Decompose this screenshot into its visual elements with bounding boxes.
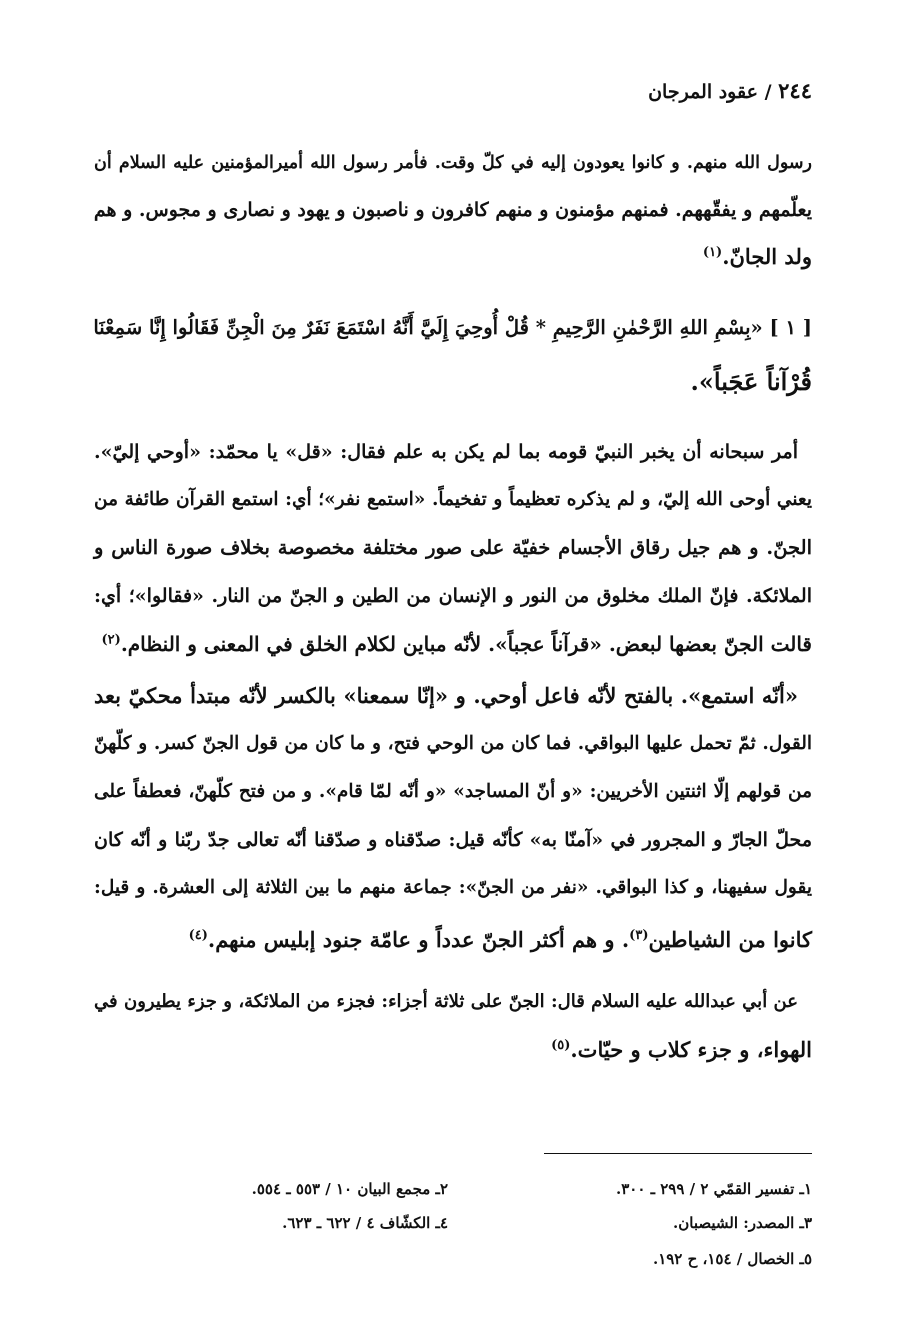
footnote: ٤ـ الكشّاف ٤ / ٦٢٢ ـ ٦٢٣. — [282, 1214, 448, 1232]
footnote-ref: (١) — [702, 245, 723, 260]
text-line: أمر سبحانه أن يخبر النبيّ قومه بما لم يكن به علم فقال: «قل» يا محمّد: «أوحي إليّ». — [94, 441, 798, 463]
footnote-ref: (٤) — [188, 928, 208, 943]
footnote-divider — [544, 1153, 812, 1154]
footnote-ref: (٣) — [629, 928, 649, 943]
text-line: كانوا من الشياطين$^{(٣)}$. و هم أكثر الجنّ عدداً و عامّة جنود إبليس منهم.$^{(٤)}$ — [188, 927, 812, 952]
text-line: القول. ثمّ تحمل عليها البواقي. فما كان من الوحي فتح، و ما كان من قول الجنّ كسر. و كلّهنّ — [94, 733, 812, 754]
text-line: من قولهم إلّا اثنتين الأخريين: «و أنّ المساجد» «و أنّه لمّا قام». و من فتح كلّهنّ، فعطفاً على — [94, 781, 812, 802]
running-header — [648, 78, 812, 103]
text-line: قالت الجنّ بعضها لبعض. «قرآناً عجباً». لأنّه مباين لكلام الخلق في المعنى و النظام.$^{(٢)}$ — [101, 632, 812, 656]
book-title: عقود المرجان — [648, 81, 758, 103]
text-line: الهواء، و جزء كلاب و حيّات.$^{(٥)}$ — [551, 1037, 812, 1062]
footnote: ٣ـ المصدر: الشيصبان. — [673, 1214, 812, 1232]
page-number: ٢٤٤ — [778, 78, 812, 103]
footnote: ٥ـ الخصال / ١٥٤، ح ١٩٢. — [652, 1250, 812, 1268]
text-line: محلّ الجارّ و المجرور في «آمنّا به» كأنّه قيل: صدّقناه و صدّقنا أنّه تعالى جدّ ربّنا و أنّه كان — [94, 829, 812, 851]
footnote: ١ـ تفسير القمّي ٢ / ٢٩٩ ـ ٣٠٠. — [616, 1180, 812, 1198]
text-line: رسول الله منهم. و كانوا يعودون إليه في كلّ وقت. فأمر رسول الله أميرالمؤمنين عليه السلام أن — [94, 153, 812, 173]
text-line: يقول سفيهنا، و كذا البواقي. «نفر من الجنّ»: جماعة منهم ما بين الثلاثة إلى العشرة. و قيل: — [94, 877, 812, 898]
verse-line: قُرْآناً عَجَباً». — [690, 367, 812, 396]
verse-line: [ ١ ] «بِسْمِ اللهِ الرَّحْمٰنِ الرَّحِيمِ * قُلْ أُوحِيَ إِلَيَّ أَنَّهُ اسْتَمَعَ نَفَرٌ مِنَ الْجِنِّ فَقَالُوا إِنَّا سَمِعْنَا — [93, 316, 812, 339]
header-separator: / — [764, 81, 772, 103]
text-line: يعني أوحى الله إليّ، و لم يذكره تعظيماً و تفخيماً. «استمع نفر»؛ أي: استمع القرآن طائفة من — [94, 489, 812, 510]
text-line: الجنّ. و هم جيل رقاق الأجسام خفيّة على صور مختلفة مخصوصة بخلاف صورة الناس و — [94, 536, 812, 559]
footnote-ref: (٥) — [551, 1038, 571, 1053]
text-line: «أنّه استمع». بالفتح لأنّه فاعل أوحي. و «إنّا سمعنا» بالكسر لأنّه مبتدأ محكيّ بعد — [94, 683, 798, 708]
text-line: الملائكة. فإنّ الملك مخلوق من النور و الإنسان من الطين و الجنّ من النار. «فقالوا»؛ أي: — [94, 585, 812, 607]
text-line: يعلّمهم و يفقّههم. فمنهم مؤمنون و منهم كافرون و ناصبون و يهود و نصارى و مجوس. و هم — [93, 199, 812, 221]
footnote: ٢ـ مجمع البيان ١٠ / ٥٥٣ ـ ٥٥٤. — [251, 1180, 448, 1198]
text-line: عن أبي عبدالله عليه السلام قال: الجنّ على ثلاثة أجزاء: فجزء من الملائكة، و جزء يطيرون في — [94, 991, 798, 1012]
text-line: ولد الجانّ.$^{(١)}$ — [702, 244, 812, 269]
footnote-ref: (٢) — [101, 632, 121, 648]
